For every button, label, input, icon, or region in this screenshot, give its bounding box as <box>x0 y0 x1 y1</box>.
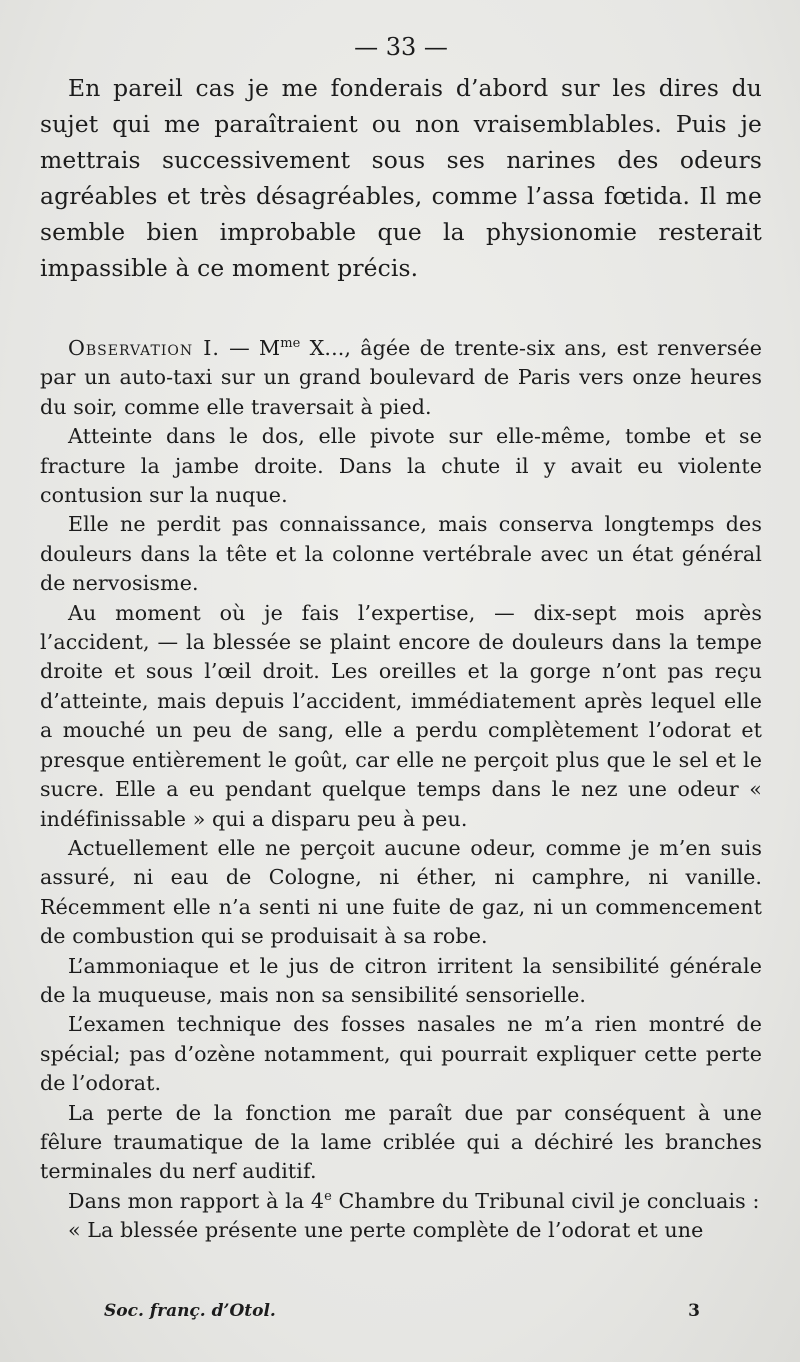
observation-paragraph-2: Atteinte dans le dos, elle pivote sur elle-même, tombe et se fracture la jambe droite. Dans la chute il y avait eu violente contusion sur la nuque. <box>40 424 762 508</box>
observation-paragraph-8: La perte de la fonction me paraît due par conséquent à une fêlure traumatique de la lame criblée qui a déchiré les branches terminales du nerf auditif. <box>40 1100 762 1184</box>
observation-paragraph-10: « La blessée présente une perte complète de l’odorat et une <box>68 1218 704 1243</box>
observation-paragraph-6: L’ammoniaque et le jus de citron irritent la sensibilité générale de la muqueuse, mais non sa sensibilité sensorielle. <box>40 953 762 1007</box>
journal-footer: Soc. franç. d’Otol. <box>104 1301 276 1321</box>
intro-section <box>40 70 762 286</box>
observation-paragraph-3: Elle ne perdit pas connaissance, mais conserva longtemps des douleurs dans la tête et la colonne vertébrale avec un état général de nervosisme. <box>40 512 762 596</box>
p9-text-before: Dans mon rapport à la 4 <box>68 1188 325 1213</box>
observation-paragraph-5: Actuellement elle ne perçoit aucune odeur, comme je m’en suis assuré, ni eau de Cologne, ni éther, ni camphre, ni vanille. Récemment elle n’a senti ni une fuite de gaz, ni un commencement de combustion qui se produisait à sa robe. <box>40 835 762 949</box>
observation-paragraph-4: Au moment où je fais l’expertise, — dix-sept mois après l’accident, — la blessée se plaint encore de douleurs dans la tempe droite et sous l’œil droit. Les oreilles et la gorge n’ont pas reçu d’atteinte, mais depuis l’accident, immédiatement après lequel elle a mouché un peu de sang, elle a perdu complètement l’odorat et presque entièrement le goût, car elle ne perçoit plus que le sel et le sucre. Elle a eu pendant quelque temps dans le nez une odeur « indéfinissable » qui a disparu peu à peu. <box>40 600 762 831</box>
p9-text-after: Chambre du Tribunal civil je concluais : <box>331 1188 760 1213</box>
signature-mark: 3 <box>688 1301 700 1321</box>
observation-first-text: X..., âgée de trente-six ans, est renversée par un auto-taxi sur un grand boulevard de Paris vers onze heures du soir, comme elle traversait à pied. <box>40 336 762 419</box>
page-footer <box>104 1296 700 1326</box>
observation-paragraph-7: L’examen technique des fosses nasales ne m’a rien montré de spécial; pas d’ozène notamment, qui pourrait expliquer cette perte de l’odorat. <box>40 1012 762 1096</box>
observation-dash: — M <box>219 336 281 360</box>
observation-paragraph-1 <box>40 334 762 422</box>
observation-paragraph-9 <box>40 1187 762 1216</box>
observation-section <box>40 334 762 1246</box>
ordinal-superscript: e <box>324 1188 332 1204</box>
page-number: — 33 — <box>354 33 448 61</box>
intro-paragraph: En pareil cas je me fonderais d’abord sur les dires du sujet qui me paraîtraient ou non vraisemblables. Puis je mettrais successivement sous ses narines des odeurs agréables et très désagréables, comme l’assa fœtida. Il me semble bien improbable que la physionomie resterait impassible à ce moment précis. <box>40 74 762 282</box>
observation-heading: Observation I. <box>68 336 220 360</box>
title-superscript: me <box>280 336 301 351</box>
